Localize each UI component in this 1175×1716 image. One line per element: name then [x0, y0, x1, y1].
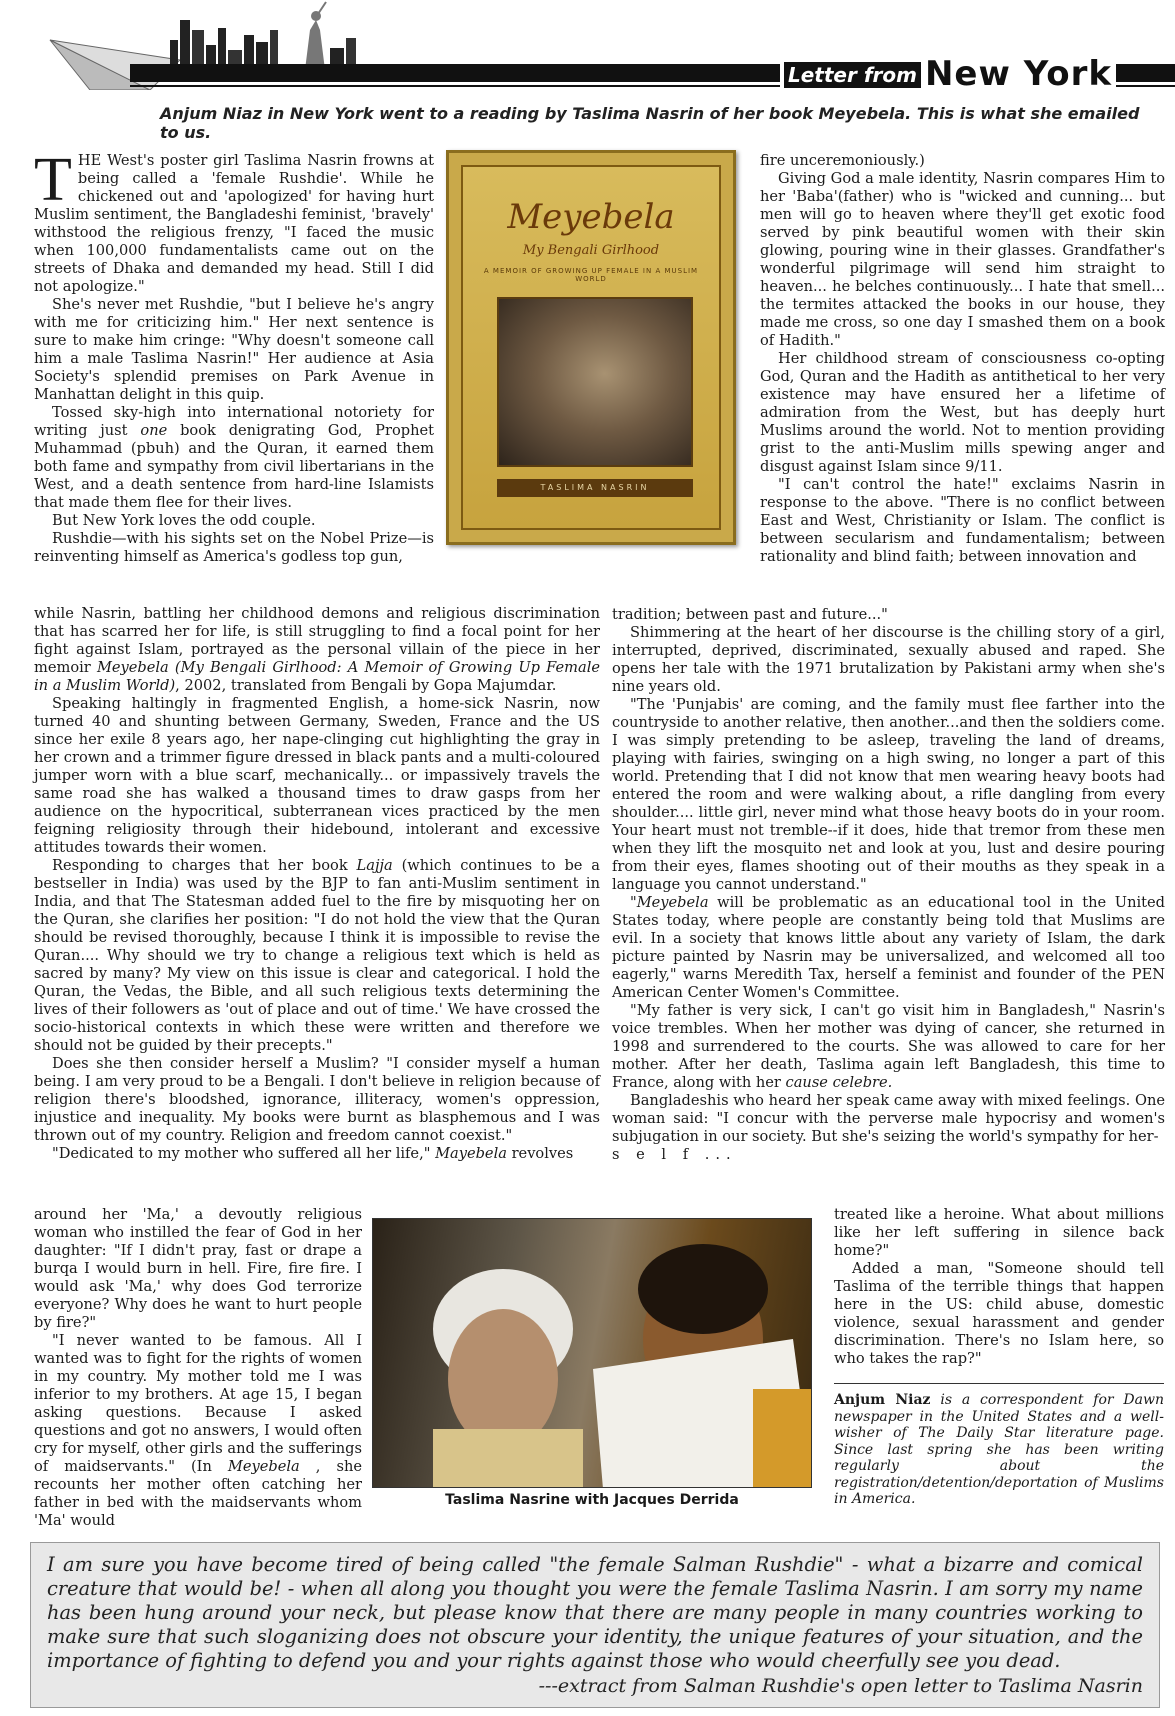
intro-author: Anjum Niaz: [160, 104, 262, 123]
section-label-small: Letter from: [784, 62, 921, 88]
paragraph-17: [612, 1002, 1165, 1092]
paragraph-11: Giving God a male identity, Nasrin compares Him to her 'Baba'(father) who is "wicked and cunning... but men will go to heaven where they'll get exotic food served by pink beautiful women with their skin glowing, pouring wine in their glasses. Grandfather's wonderful pilgrimage will send him straight to heaven... he belches continuously... I hate that smell... the termites attacked the books in our house, they made me cross, so one day I smashed them on a book of Hadith.": [760, 170, 1165, 349]
paragraph-10-text-b: , she recounts her mother often catching her father in bed with the maidservants whom 'Ma' would: [34, 1458, 362, 1529]
paragraph-9-text-a: "Dedicated to my mother who suffered all her life,": [52, 1145, 436, 1162]
column-4: [834, 1206, 1164, 1368]
book-cover-frame: [461, 165, 721, 530]
paragraph-9-em: Mayebela: [435, 1145, 507, 1162]
bio-divider: [834, 1383, 1164, 1384]
column-1-wide: [34, 605, 600, 1163]
paragraph-9-continued: around her 'Ma,' a devoutly religious woman who instilled the fear of God in her daughter: "If I didn't pray, fast or drape a burqa I would burn in hell. Fire, fire fire. I would ask 'Ma,' why does God terrorize everyone? Why does he want to hurt people by fire?": [34, 1206, 362, 1331]
quote-citation: ---extract from Salman Rushdie's open letter to Taslima Nasrin: [538, 1675, 1143, 1697]
book-cover-image: [446, 150, 736, 545]
column-2-wide: [612, 606, 1165, 1164]
paragraph-1: [34, 146, 434, 296]
paragraph-5: Rushdie—with his sights set on the Nobel Prize—is reinventing himself as America's godless top gun,: [34, 530, 434, 565]
paragraph-5-em: Meyebela (My Bengali Girlhood: A Memoir of Growing Up Female in a Muslim World): [34, 659, 600, 694]
paragraph-19: Added a man, "Someone should tell Taslima of the terrible things that happen here in the US: child abuse, domestic violence, sexual harassment and gender discrimination. There's no Islam here, so who takes the rap?": [834, 1260, 1164, 1367]
paragraph-16-text-b: will be problematic as an educational tool in the United States today, where people are constantly being told that Muslims are evil. In a society that knows little about any variety of Islam, the dark picture painted by Nasrin may be universalized, and welcomed all too eagerly," warns Meredith Tax, herself a feminist and founder of the PEN American Center Women's Committee.: [612, 894, 1165, 1001]
paragraph-5-text-b: , 2002, translated from Bengali by Gopa Majumdar.: [175, 677, 557, 694]
paragraph-2: She's never met Rushdie, "but I believe he's angry with me for criticizing him." Her next sentence is sure to make him cringe: "Why doesn't someone call him a male Taslima Nasrin!" Her audience at Asia Society's splendid premises on Park Avenue in Manhattan delight in this quip.: [34, 296, 434, 403]
book-title: Meyebela: [507, 197, 675, 237]
paragraph-16: [612, 894, 1165, 1002]
rushdie-quote-box: [30, 1542, 1160, 1708]
book-author: TASLIMA NASRIN: [497, 479, 693, 497]
paragraph-18-continued: treated like a heroine. What about millions like her left suffering in silence back home?": [834, 1206, 1164, 1259]
column-1: [34, 146, 434, 566]
paragraph-7-text-a: Responding to charges that her book: [52, 857, 357, 874]
paragraph-3-em: one: [140, 422, 168, 439]
photo-illustration: [373, 1219, 812, 1488]
drop-cap: T: [34, 146, 72, 214]
paragraph-7-em: Lajja: [356, 857, 393, 874]
paragraph-10-continued: fire unceremoniously.): [760, 152, 925, 169]
paragraph-1-text: HE West's poster girl Taslima Nasrin frowns at being called a 'female Rushdie'. While he chickened out and 'apologized' for having hurt Muslim sentiment, the Bangladeshi feminist, 'bravely' withstood the religious frenzy, "I faced the music when 100,000 fundamentalists came out on the streets of Dhaka and demanded my head. Still I did not apologize.": [34, 152, 434, 295]
paragraph-9: [34, 1145, 600, 1163]
book-tagline: A MEMOIR OF GROWING UP FEMALE IN A MUSLIM WORLD: [483, 267, 699, 283]
paragraph-3: [34, 404, 434, 512]
photo-caption: Taslima Nasrine with Jacques Derrida: [445, 1492, 739, 1508]
paragraph-8: Does she then consider herself a Muslim? "I consider myself a human being. I am very proud to be a Bengali. I don't believe in religion because of religion there's bloodshed, ignorance, illiteracy, women's oppression, injustice and inequality. My books were burnt as blasphemous and I was thrown out of my country. Religion and freedom cannot coexist.": [34, 1055, 600, 1144]
author-bio: [834, 1392, 1164, 1508]
paragraph-16-text-a: ": [630, 894, 637, 911]
paragraph-4: But New York loves the odd couple.: [52, 512, 316, 529]
paragraph-10: [34, 1332, 362, 1530]
paragraph-14: Shimmering at the heart of her discourse is the chilling story of a girl, interrupted, deprived, discriminated, sexually abused and raped. She opens her tale with the 1971 brutalization by Pakistani army when she's nine years old.: [612, 624, 1165, 695]
paragraph-18: Bangladeshis who heard her speak came away with mixed feelings. One woman said: "I concur with the perverse male hypocrisy and women's subjugation in our society. But she's seizing the world's sympathy for her-: [612, 1092, 1165, 1145]
paragraph-13: "I can't control the hate!" exclaims Nasrin in response to the above. "There is no conflict between East and West, Christianity or Islam. The conflict is between secularism and fundamentalism; between rationality and blind faith; between innovation and: [760, 476, 1165, 565]
paragraph-5-text-a: while Nasrin, battling her childhood demons and religious discrimination that has scarred her for life, is still struggling to find a focal point for her fight against Islam, portrayed as the personal villain of the piece in her memoir: [34, 605, 600, 676]
quote-text: I am sure you have become tired of being called "the female Salman Rushdie" - what a bizarre and comical creature that would be! - when all along you thought you were the female Taslima Nasrin. I am sorry my name has been hung around your neck, but please know that there are many people in many countries working to make sure that such sloganizing does not obscure your identity, the unique features of your situation, and the importance of fighting to defend you and your rights against those who would cheerfully see you dead.: [47, 1553, 1143, 1672]
section-label: [780, 52, 1116, 92]
paragraph-16-em: Meyebela: [636, 894, 709, 911]
book-subtitle: My Bengali Girlhood: [522, 243, 660, 258]
book-cover-photo: [497, 297, 693, 467]
paragraph-10-text-a: "I never wanted to be famous. All I wanted was to fight for the rights of women in my country. My mother told me I was inferior to my brothers. At age 15, I began asking questions. Because I asked questions and got no answers, I would often cry for myself, other girls and the sufferings of maidservants." (In: [34, 1332, 362, 1475]
paragraph-9-text-b: revolves: [506, 1145, 574, 1162]
column-3: [34, 1206, 362, 1530]
derrida-nasrin-photo: [372, 1218, 812, 1488]
paragraph-17-text-a: "My father is very sick, I can't go visit him in Bangladesh," Nasrin's voice trembles. When her mother was dying of cancer, she returned in 1998 and surrendered to the courts. She was allowed to care for her mother. After her death, Taslima again left Bangladesh, this time to France, along with her: [612, 1002, 1165, 1091]
paragraph-7: [34, 857, 600, 1055]
intro-line: [160, 104, 1160, 142]
paragraph-12: Her childhood stream of consciousness co-opting God, Quran and the Hadith as antithetical to her very existence may have ensured her a lifetime of admiration from the West, but has deeply hurt Muslims around the world. Not to mention providing grist to the anti-Muslim mills spewing anger and disgust against Islam since 9/11.: [760, 350, 1165, 475]
paragraph-3-text-a: Tossed sky-high into international notoriety for writing just: [34, 404, 434, 439]
paragraph-6: Speaking haltingly in fragmented English, a home-sick Nasrin, now turned 40 and shunting between Germany, Sweden, France and the US since her exile 8 years ago, her nape-clinging cut highlighting the gray in her crown and a trimmer figure dressed in black pants and a multi-coloured jumper worn with a blue scarf, mechanically... or impassively travels the same road she has walked a thousand times to draw gasps from her audience on the hypocritical, subterranean vices practiced by the men feigning religiosity through their hidebound, intolerant and excessive attitudes towards their women.: [34, 695, 600, 856]
section-label-big: New York: [924, 54, 1112, 94]
column-2: [760, 152, 1165, 566]
masthead: [0, 0, 1175, 100]
paragraph-13-continued: tradition; between past and future...": [612, 606, 888, 623]
bio-text: is a correspondent for Dawn newspaper in the United States and a well-wisher of The Daily Star literature page. Since last spring she has been writing regularly about the registration/detention/deportation of Muslims in America.: [834, 1392, 1164, 1507]
paragraph-10-em: Meyebela: [227, 1458, 300, 1475]
paragraph-17-em: cause celebre.: [785, 1074, 893, 1091]
intro-text: in New York went to a reading by Taslima Nasrin of her book Meyebela. This is what she emailed to us.: [160, 104, 1140, 142]
paragraph-18-spaced: s e l f ...: [612, 1146, 737, 1163]
paragraph-7-text-b: (which continues to be a bestseller in India) was used by the BJP to fan anti-Muslim sentiment in India, and that The Statesman added fuel to the fire by misquoting her on the Quran, she clarifies her position: "I do not hold the view that the Quran should be revised thoroughly, because I think it is impossible to revise the Quran.... Why should we try to change a religious text which is held as sacred by many? My view on this issue is clear and categorical. I hold the Quran, the Vedas, the Bible, and all such religious texts determining the lives of their followers as 'out of place and out of time.' We have crossed the socio-historical contexts in which these were written and therefore we should not be guided by their precepts.": [34, 857, 600, 1054]
bio-name: Anjum Niaz: [834, 1392, 931, 1408]
paragraph-3-text-b: book denigrating God, Prophet Muhammad (pbuh) and the Quran, it earned them both fame and sympathy from civil libertarians in the West, and a death sentence from hard-line Islamists that made them flee for their lives.: [34, 422, 434, 511]
paragraph-15: "The 'Punjabis' are coming, and the family must flee farther into the countryside to another relative, then another...and then the soldiers come. I was simply pretending to be asleep, traveling the land of dreams, playing with fairies, swinging on a high swing, no longer a part of this world. Pretending that I did not know that men wearing heavy boots had entered the room and were walking about, a rifle dangling from every shoulder.... little girl, never mind what those heavy boots do in your room. Your heart must not tremble--if it does, hide that tremor from these men when they lift the mosquito net and look at you, lust and desire pouring from their eyes, flames shooting out of their mouths as they speak in a language you cannot understand.": [612, 696, 1165, 893]
paragraph-5-continued: [34, 605, 600, 695]
